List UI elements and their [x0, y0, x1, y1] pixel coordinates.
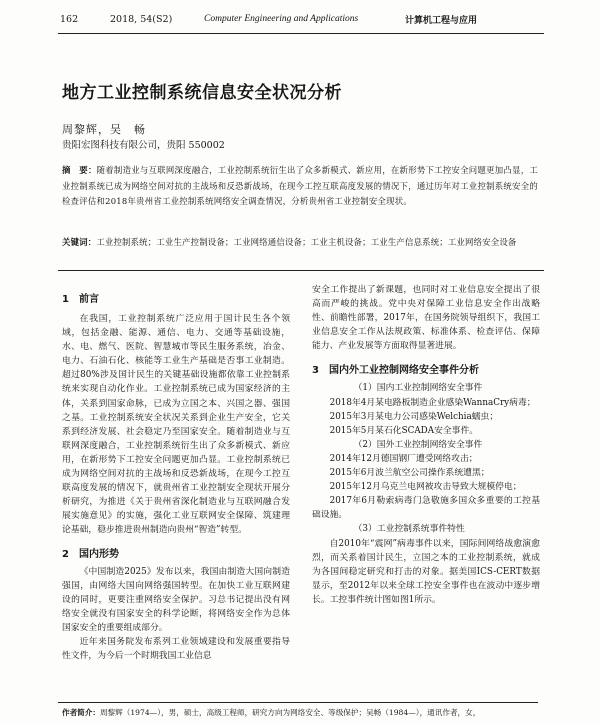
author-footnote	[62, 707, 542, 718]
abstract-text: 随着制造业与互联网深度融合，工业控制系统衍生出了众多新模式、新应用，在新形势下工控安全问题更加凸显，工业控制系统已成为网络空间对抗的主战场和反恐新战场，在现今工控互联高度发展的情况下，通过历年对工业控制系统安全的检查评估和2018年贵州省工业控制系统网络安全调查情况，分析贵州省工业控制安全现状。	[62, 165, 539, 206]
section-heading: 2 国内形势	[62, 548, 119, 560]
paragraph: 《中国制造2025》发布以来，我国由制造大国向制造强国，由网络大国向网络强国转型。在加快工业互联网建设的同时，更要注重网络安全保护。习总书记提出没有网络安全就没有国家安全的科学论断，将网络安全作为总体国家安全的重要组成部分。	[62, 566, 290, 633]
affiliation: 贵阳宏图科技有限公司，贵阳 550002	[62, 140, 225, 151]
paragraph: 自2010年“震网”病毒事件以来，国际间网络战愈演愈烈，而关系着国计民生，立国之本的工业控制系统，就成为各国间稳定研究和打击的对象。据美国ICS-CERT数据显示，至2012年以来全球工控安全事件也在波动中逐步增长。工控事件统计图如图1所示。	[312, 538, 540, 605]
footnote-rule	[58, 702, 538, 703]
section-heading: 3 国内外工业控制网络安全事件分析	[312, 365, 479, 377]
abstract-label: 摘 要：	[62, 165, 97, 175]
keywords-text: 工业控制系统；工业生产控制设备；工业网络通信设备；工业主机设备；工业生产信息系统；工业网络安全设备	[96, 237, 517, 247]
keywords	[62, 235, 538, 250]
right-column	[312, 283, 540, 607]
list-item: 2015年12月乌克兰电网被攻击导致大规模停电；	[329, 482, 522, 493]
left-column	[62, 283, 290, 663]
paragraph-continued: 安全工作提出了新课题，也同时对工业信息安全提出了很高而严峻的挑战。党中央对保障工业信息安全作出战略性、前瞻性部署，2017年，在国务院领导组织下，我国工业信息安全工作从法规政策、标准体系、检查评估、保障能力、产业发展等方面取得显著进展。	[312, 285, 540, 352]
article-title: 地方工业控制系统信息安全状况分析	[62, 83, 342, 103]
journal-name-cn: 计算机工程与应用	[405, 16, 478, 26]
list-item: 2018年4月某电路板制造企业感染WannaCry病毒；	[329, 397, 536, 408]
subsection-heading: （1）国内工业控制网络安全事件	[353, 383, 483, 394]
running-header	[60, 12, 540, 28]
subsection-heading: （3）工业控制系统事件特性	[353, 524, 465, 535]
year-volume: 2018, 54(S2)	[110, 14, 173, 25]
list-item: 2014年12月德国钢厂遭受网络攻击；	[329, 453, 478, 464]
section-heading: 1 前言	[62, 294, 99, 305]
paragraph: 近年来国务院发布系列工业领域建设和发展重要指导性文件，为今后一个时期我国工业信息	[62, 636, 290, 662]
list-item: 2015年3月某电力公司感染Welchia蠕虫；	[329, 411, 499, 422]
journal-name-en: Computer Engineering and Applications	[204, 14, 359, 24]
paragraph: 在我国，工业控制系统广泛应用于国计民生各个领域，包括金融、能源、通信、电力、交通等基础设施，水、电、燃气、医院、智慧城市等民生服务系统，冶金、电力、石油石化、核能等工业生产基础是否事工业制造。超过80%涉及国计民生的关键基础设施都依靠工业控制系统来实现自动化作业。工业控制系统已成为国家经济的主体，关系到国家命脉，已成为立国之本、兴国之器、强国之基。工业控制系统安全状况关系到企业生产安全，它关系到经济发展、社会稳定乃至国家安全。随着制造业与互联网深度融合，工业控制系统衍生出了众多新模式、新应用，在新形势下工控安全问题更加凸显。工业控制系统已成为网络空间对抗的主战场和反恐新战场，在现今工控互联高度发展的情况下，就贵州省工业控制安全现状开展分析研究，为推进《关于贵州省深化制造业与互联网融合发展实施意见》的实施，强化工业互联网安全保障、筑建理论基础，稳步推进贵州制造向贵州“智造”转型。	[62, 314, 290, 536]
subsection-heading: （2）国外工业控制网络安全事件	[353, 439, 483, 450]
page-number: 162	[60, 14, 79, 25]
list-item: 2017年6月勒索病毒门急敬施多国众多重要的工控基础设施。	[312, 496, 540, 521]
footnote-label: 作者简介：	[62, 708, 100, 717]
header-rule	[58, 33, 544, 34]
authors: 周黎辉，吴 畅	[62, 123, 146, 136]
footnote-text: 周黎辉（1974—），男，硕士，高级工程师，研究方向为网络安全、等级保护；吴畅（1984—），通讯作者，女，	[99, 708, 481, 717]
list-item: 2015年5月某石化SCADA安全事件。	[329, 425, 479, 436]
abstract	[62, 163, 538, 210]
keywords-label: 关键词：	[62, 237, 97, 247]
abstract-rule	[58, 270, 544, 271]
list-item: 2015年6月波兰航空公司操作系统遭黑；	[329, 468, 490, 479]
